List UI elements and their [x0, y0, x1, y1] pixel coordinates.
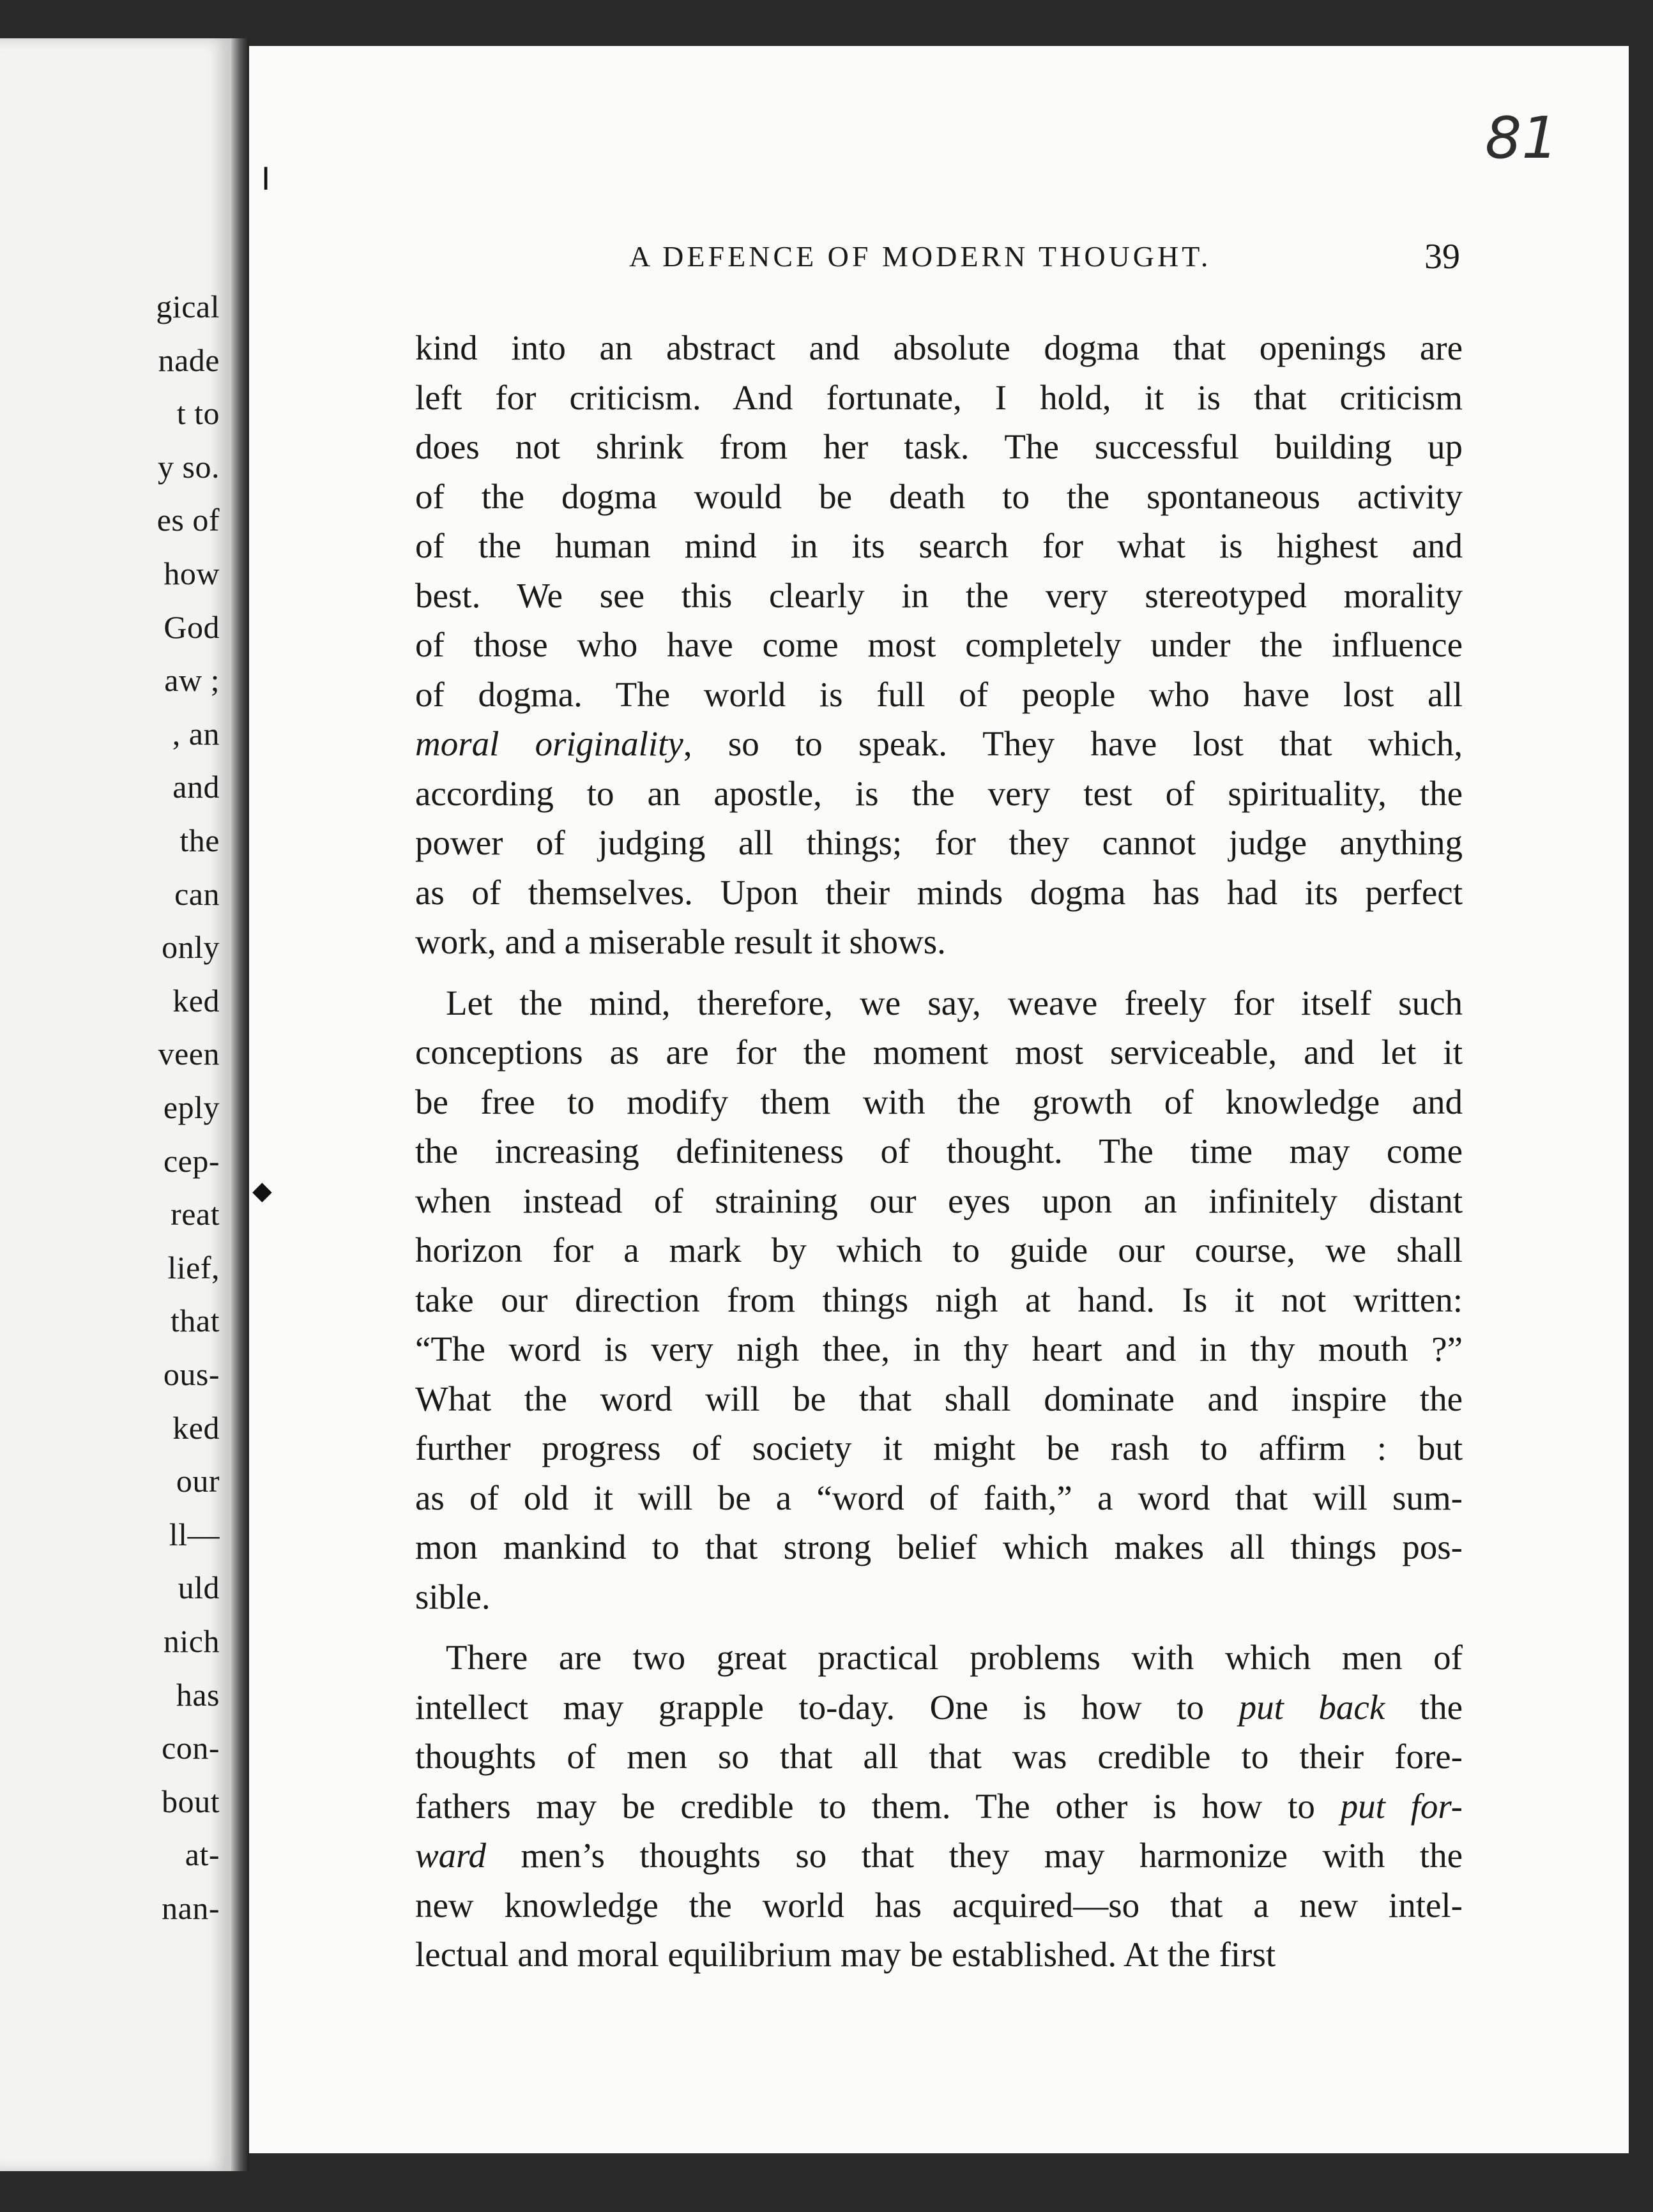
body-line: take our direction from things nigh at hand. Is it not written:: [415, 1280, 1463, 1319]
body-line: work, and a miserable result it shows.: [415, 922, 946, 961]
left-page-line-fragment: how: [164, 556, 220, 591]
left-page-line-fragment: eply: [163, 1089, 220, 1125]
left-page-line-fragment: uld: [178, 1570, 220, 1606]
left-page-line-fragment: bout: [162, 1783, 220, 1819]
body-line: best. We see this clearly in the very stereotyped morality: [415, 575, 1463, 615]
left-page-line-fragment: veen: [158, 1036, 220, 1072]
body-line: horizon for a mark by which to guide our course, we shall: [415, 1231, 1463, 1269]
left-page-line-fragment: ked: [172, 1409, 220, 1446]
body-line: new knowledge the world has acquired—so that a new intel-: [415, 1885, 1463, 1925]
left-page-line-fragment: es of: [156, 502, 220, 538]
left-page-line-fragment: cep-: [163, 1142, 220, 1179]
body-line: does not shrink from her task. The successful building up: [415, 427, 1463, 466]
left-page-line-fragment: can: [174, 875, 220, 912]
body-line: as of old it will be a “word of faith,” a word that will sum-: [415, 1478, 1463, 1517]
body-line: be free to modify them with the growth of knowledge and: [415, 1082, 1463, 1121]
left-page-line-fragment: at-: [185, 1837, 220, 1873]
body-line: of the dogma would be death to the spontaneous activity: [415, 476, 1463, 516]
left-page-line-fragment: ked: [172, 982, 220, 1019]
margin-tick: ╷: [254, 145, 278, 190]
body-text: [249, 46, 1629, 2153]
body-line: power of judging all things; for they cannot judge anything: [415, 823, 1463, 862]
left-page-line-fragment: ll—: [169, 1516, 220, 1552]
left-page-line-fragment: only: [162, 929, 220, 966]
body-line: according to an apostle, is the very test of spirituality, the: [415, 773, 1463, 813]
left-page-line-fragment: nan-: [162, 1890, 220, 1926]
left-page-line-fragment: that: [171, 1303, 220, 1339]
body-line: when instead of straining our eyes upon an infinitely distant: [415, 1181, 1463, 1220]
left-page-line-fragment: y so.: [158, 448, 220, 485]
right-page: [249, 46, 1629, 2153]
left-page-line-fragment: nade: [158, 342, 220, 378]
left-page-line-fragment: aw ;: [164, 662, 220, 699]
body-line: fathers may be credible to them. The other is how to put for-: [415, 1786, 1463, 1826]
body-line: of the human mind in its search for what is highest and: [415, 526, 1463, 565]
left-page-line-fragment: has: [176, 1676, 220, 1713]
body-line: sible.: [415, 1577, 491, 1616]
left-page-line-fragment: , an: [172, 715, 220, 752]
left-page-line-fragment: ous-: [163, 1356, 220, 1392]
facing-left-page: [0, 38, 231, 2171]
body-line: the increasing definiteness of thought. The time may come: [415, 1132, 1463, 1170]
body-line: ward men’s thoughts so that they may harmonize with the: [415, 1836, 1463, 1875]
body-line: intellect may grapple to-day. One is how to put back the: [415, 1687, 1463, 1727]
body-line: conceptions as are for the moment most serviceable, and let it: [415, 1033, 1463, 1072]
body-line: of those who have come most completely under the influence: [415, 625, 1463, 664]
left-page-line-fragment: reat: [171, 1196, 220, 1232]
page-number: 39: [1424, 237, 1460, 276]
left-page-line-fragment: and: [172, 769, 220, 805]
body-line: further progress of society it might be rash to affirm : but: [415, 1428, 1463, 1467]
body-line: mon mankind to that strong belief which makes all things pos-: [415, 1527, 1463, 1566]
body-line: left for criticism. And fortunate, I hold, it is that criticism: [415, 377, 1463, 417]
body-line: Let the mind, therefore, we say, weave freely for itself such: [446, 983, 1463, 1022]
margin-mark: ◆: [252, 1176, 272, 1206]
body-line: lectual and moral equilibrium may be established. At the first: [415, 1935, 1276, 1974]
body-line: moral originality, so to speak. They have lost that which,: [415, 724, 1463, 763]
left-page-line-fragment: t to: [176, 395, 220, 432]
body-line: as of themselves. Upon their minds dogma has had its perfect: [415, 872, 1463, 912]
left-page-line-fragment: the: [179, 822, 220, 858]
left-page-line-fragment: God: [164, 609, 220, 645]
body-line: What the word will be that shall dominate and inspire the: [415, 1379, 1463, 1418]
body-line: thoughts of men so that all that was credible to their fore-: [415, 1737, 1463, 1776]
body-line: kind into an abstract and absolute dogma that openings are: [415, 328, 1463, 367]
left-page-line-fragment: lief,: [167, 1249, 220, 1285]
running-head: A DEFENCE OF MODERN THOUGHT.: [629, 240, 1212, 273]
left-page-line-fragment: our: [176, 1463, 220, 1499]
body-line: There are two great practical problems with which men of: [446, 1638, 1463, 1677]
left-page-line-fragment: con-: [162, 1730, 220, 1766]
body-line: of dogma. The world is full of people who have lost all: [415, 674, 1463, 714]
left-page-line-fragment: nich: [163, 1623, 220, 1659]
book-gutter: [231, 38, 249, 2171]
left-page-line-fragment: gical: [156, 289, 220, 324]
handwritten-folio-number: 81: [1485, 105, 1558, 172]
body-line: “The word is very nigh thee, in thy heart and in thy mouth ?”: [415, 1329, 1463, 1368]
